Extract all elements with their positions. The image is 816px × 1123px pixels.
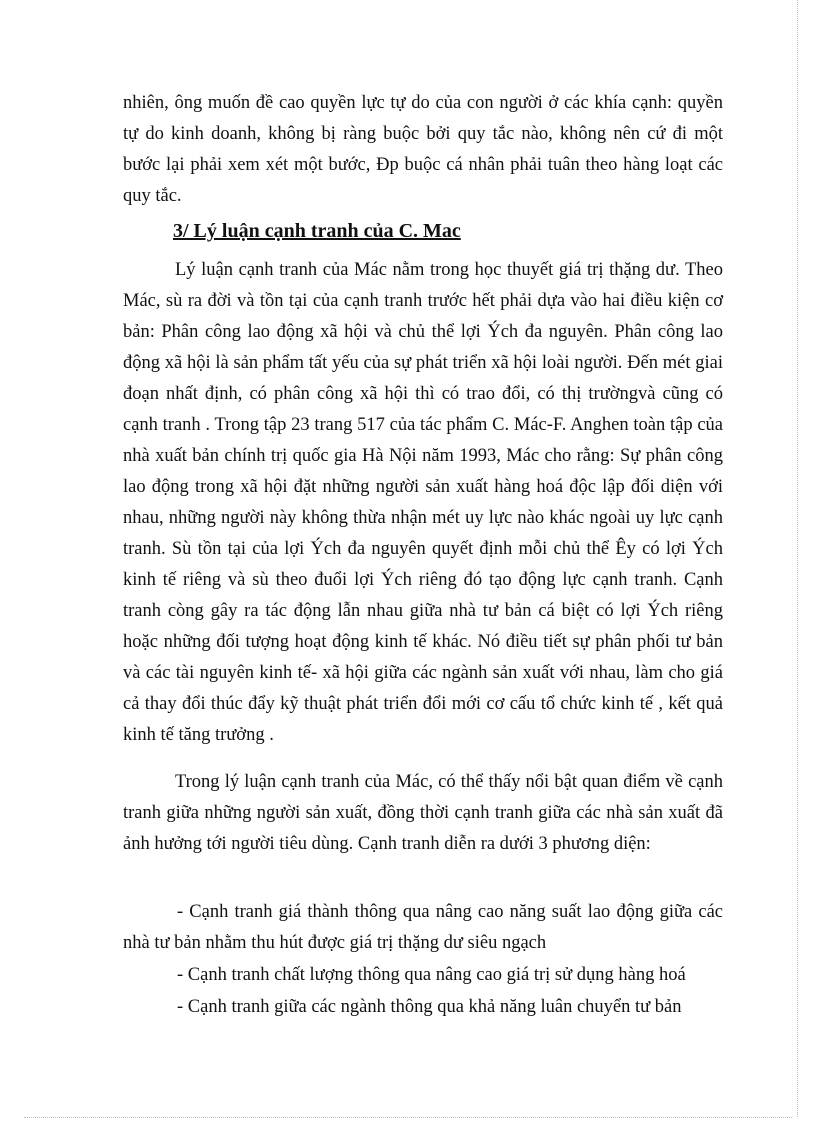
paragraph-competition-aspects: Trong lý luận cạnh tranh của Mác, có thể thấy nổi bật quan điểm về cạnh tranh giữa những người sản xuất, đồng thời cạnh tranh giữa các nhà sản xuất đã ảnh hưởng tới người tiêu dùng. Cạnh tranh diễn ra dưới 3 phương diện: xyxy=(123,772,723,854)
bullet-sector-competition: - Cạnh tranh giữa các ngành thông qua khả năng luân chuyển tư bản xyxy=(177,997,682,1017)
page-bottom-border xyxy=(24,1117,792,1118)
paragraph-intro-continuation: nhiên, ông muốn đề cao quyền lực tự do của con người ở các khía cạnh: quyền tự do kinh doanh, không bị ràng buộc bởi quy tắc nào, không nên cứ đi một bước lại phải xem xét một bước, Đp buộc cá nhân phải tuân theo hàng loạt các quy tắc. xyxy=(123,93,723,206)
bullet-price-competition: - Cạnh tranh giá thành thông qua nâng cao năng suất lao động giữa các nhà tư bản nhằm thu hút được giá trị thặng dư siêu ngạch xyxy=(123,902,723,953)
paragraph-marx-theory: Lý luận cạnh tranh của Mác nằm trong học thuyết giá trị thặng dư. Theo Mác, sù ra đời và tồn tại của cạnh tranh trước hết phải dựa vào hai điều kiện cơ bản: Phân công lao động xã hội và chủ thể lợi Ých đa nguyên. Phân công lao động xã hội là sản phẩm tất yếu của sự phát triển xã hội loài người. Đến mét giai đoạn nhất định, có phân công xã hội thì có trao đổi, có thị trườngvà cũng có cạnh tranh . Trong tập 23 trang 517 của tác phẩm C. Mác-F. Anghen toàn tập của nhà xuất bản chính trị quốc gia Hà Nội năm 1993, Mác cho rằng: Sự phân công lao động trong xã hội đặt những người sản xuất hàng hoá độc lập đối diện với nhau, những người này không thừa nhận mét uy lực nào khác ngoài uy lực cạnh tranh. Sù tồn tại của lợi Ých đa nguyên quyết định mỗi chủ thể Êy có lợi Ých kinh tế riêng và sù theo đuổi lợi Ých riêng đó tạo động lực cạnh tranh. Cạnh tranh còng gây ra tác động lẫn nhau giữa nhà tư bản cá biệt có lợi Ých riêng hoặc những đối tượng hoạt động kinh tế khác. Nó điều tiết sự phân phối tư bản và các tài nguyên kinh tế- xã hội giữa các ngành sản xuất với nhau, làm cho giá cả thay đổi thúc đẩy kỹ thuật phát triển đổi mới cơ cấu tổ chức kinh tế , kết quả kinh tế tăng trưởng . xyxy=(123,260,723,745)
section-heading: 3/ Lý luận cạnh tranh của C. Mac xyxy=(173,220,461,242)
page-right-border xyxy=(797,0,798,1117)
bullet-quality-competition: - Cạnh tranh chất lượng thông qua nâng cao giá trị sử dụng hàng hoá xyxy=(177,965,686,985)
